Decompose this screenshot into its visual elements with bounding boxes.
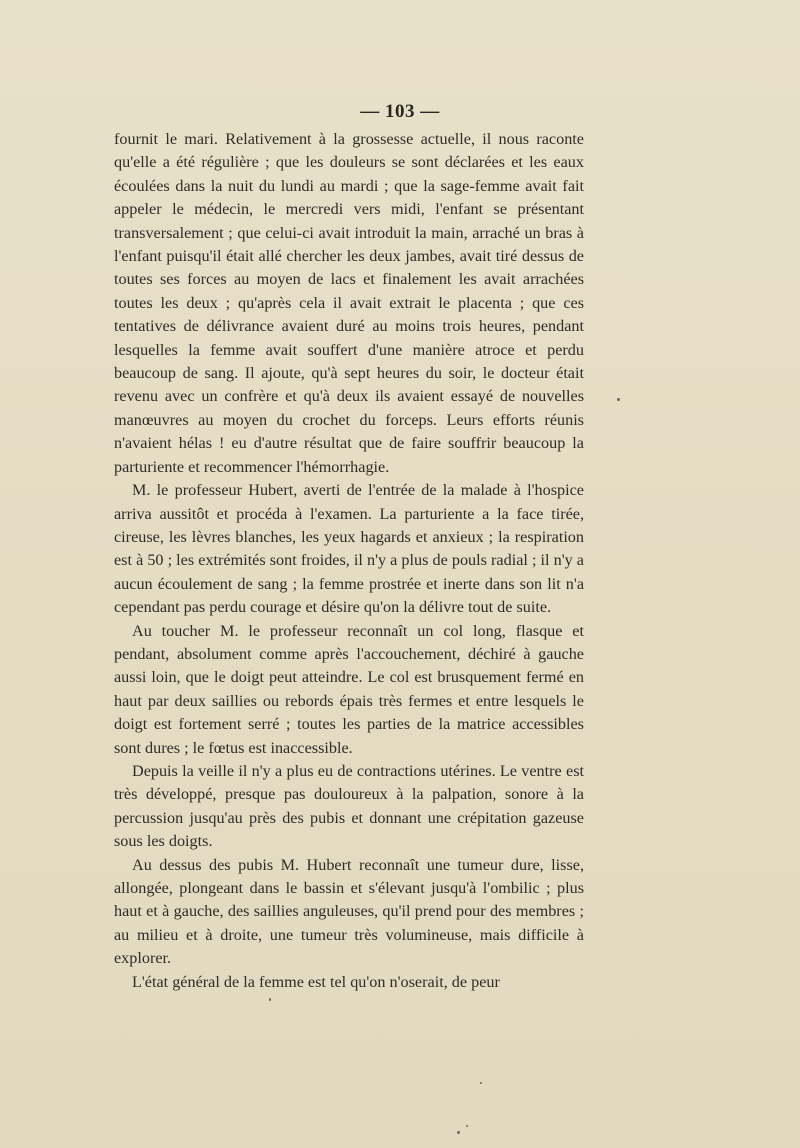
paragraph: M. le professeur Hubert, averti de l'entrée de la malade à l'hospice arriva aussitôt et procéda à l'examen. La parturiente a la face tirée, cireuse, les lèvres blanches, les yeux hagards et anxieux ; la respiration est à 50 ; les extrémités sont froides, il n'y a plus de pouls radial ; il n'y a aucun écoulement de sang ; la femme prostrée et inerte dans son lit n'a cependant pas perdu courage et désire qu'on la délivre tout de suite.	[114, 481, 584, 617]
paragraph: fournit le mari. Relativement à la grossesse actuelle, il nous raconte qu'elle a été régulière ; que les douleurs se sont déclarées et les eaux écoulées dans la nuit du lundi au mardi ; que la sage-femme avait fait appeler le médecin, le mercredi vers midi, l'enfant se présentant transversalement ; que celui-ci avait introduit la main, arraché un bras à l'enfant puisqu'il était allé chercher les deux jambes, avait tiré dessus de toutes ses forces au moyen de lacs et finalement les avait arrachées toutes les deux ; qu'après cela il avait extrait le placenta ; que ces tentatives de délivrance avaient duré au moins trois heures, pendant lesquelles la femme avait souffert d'une manière atroce et perdu beaucoup de sang. Il ajoute, qu'à sept heures du soir, le docteur était revenu avec un confrère et qu'à deux ils avaient essayé de nouvelles manœuvres au moyen du crochet du forceps. Leurs efforts réunis n'avaient hélas ! eu d'autre résultat que de faire souffrir beaucoup la parturiente et recommencer l'hémorrhagie.	[114, 130, 584, 476]
page-number: — 103 —	[360, 101, 440, 122]
paper-speck	[466, 1125, 468, 1127]
paragraph: Au toucher M. le professeur reconnaît un col long, flasque et pendant, absolument comme après l'accouchement, déchiré à gauche aussi loin, que le doigt peut atteindre. Le col est brusquement fermé en haut par deux saillies ou rebords épais très fermes et entre lesquels le doigt est fortement serré ; toutes les parties de la matrice accessibles sont dures ; le fœtus est inaccessible.	[114, 621, 584, 757]
paragraph: Depuis la veille il n'y a plus eu de contractions utérines. Le ventre est très développé, presque pas douloureux à la palpation, sonore à la percussion jusqu'au près des pubis et donnant une crépitation gazeuse sous les doigts.	[114, 761, 584, 851]
paper-speck	[457, 1131, 460, 1134]
paper-speck	[617, 398, 620, 401]
paper-speck	[480, 1082, 482, 1084]
paragraph: L'état général de la femme est tel qu'on n'oserait, de peur	[132, 972, 500, 991]
body-text	[114, 128, 584, 994]
paper-speck	[269, 998, 271, 1001]
paragraph: Au dessus des pubis M. Hubert reconnaît une tumeur dure, lisse, allongée, plongeant dans le bassin et s'élevant jusqu'à l'ombilic ; plus haut et à gauche, des saillies anguleuses, qu'il prend pour des membres ; au milieu et à droite, une tumeur très volumineuse, mais difficile à explorer.	[114, 855, 584, 968]
